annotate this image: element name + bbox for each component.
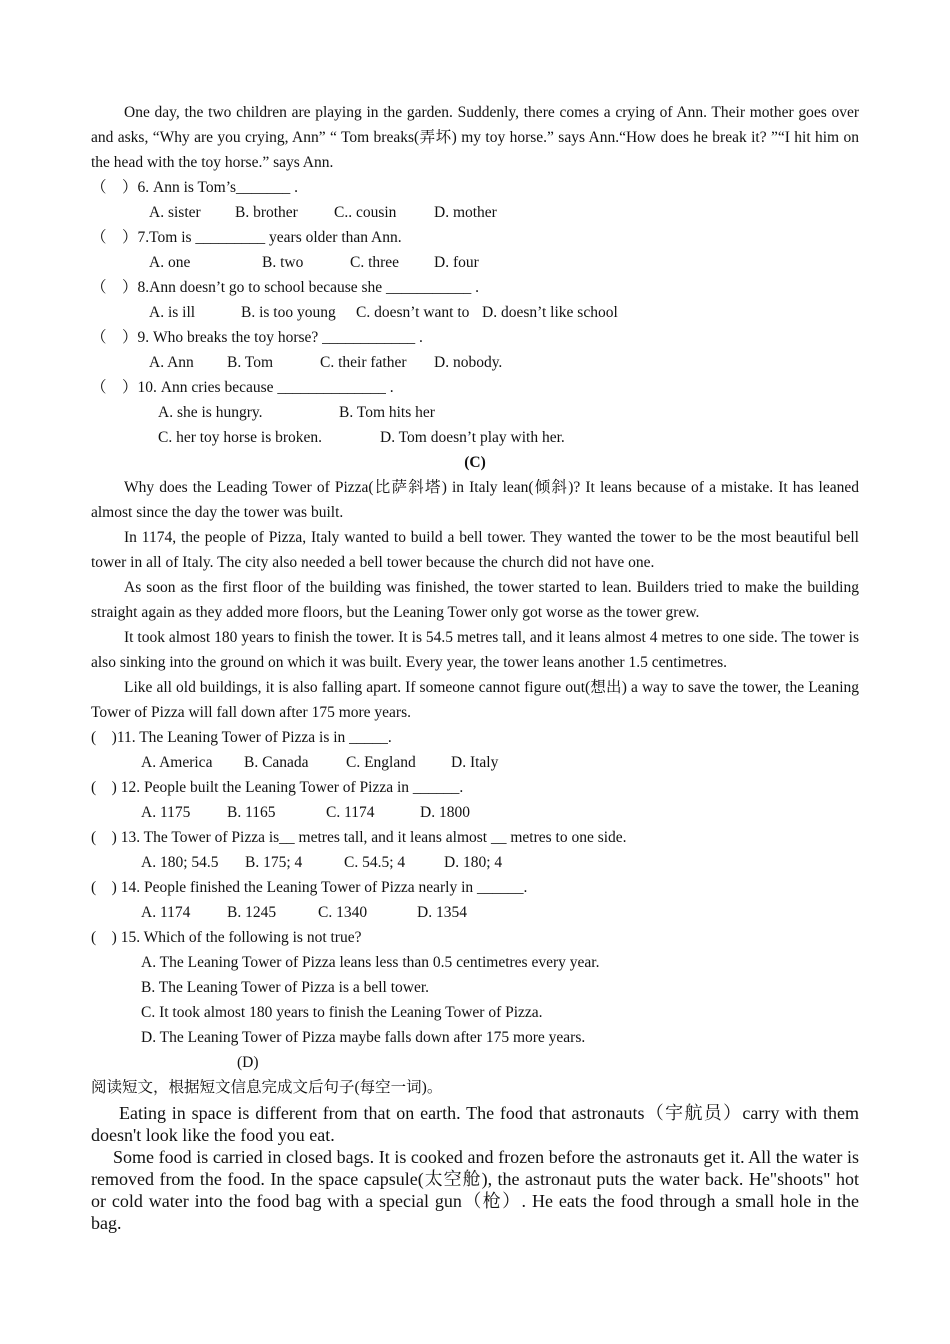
section-d-label: (D) bbox=[237, 1054, 259, 1071]
question-10-options-row1 bbox=[91, 400, 859, 425]
option: D. 1800 bbox=[420, 804, 470, 821]
option: B. Tom hits her bbox=[339, 404, 435, 421]
option: C. 1340 bbox=[318, 904, 368, 921]
question-12-stem: ( ) 12. People built the Leaning Tower of Pizza in ______. bbox=[91, 779, 464, 796]
question-12-options bbox=[91, 800, 859, 825]
option: D. The Leaning Tower of Pizza maybe falls down after 175 more years. bbox=[141, 1029, 586, 1046]
question-14-options bbox=[91, 900, 859, 925]
option: D. Tom doesn’t play with her. bbox=[380, 429, 565, 446]
option: D. 180; 4 bbox=[444, 854, 503, 871]
section-d-paragraph: Some food is carried in closed bags. It is cooked and frozen before the astronauts get it. All the water is removed from the food. In the space capsule(太空舱), the astronaut puts the water back. He"shoots" hot or cold water into the food bag with a special gun（枪）. He eats the food through a small hole in the bag. bbox=[91, 1147, 859, 1233]
option: B. 1245 bbox=[227, 904, 277, 921]
option: B. Tom bbox=[227, 354, 274, 371]
option: C. their father bbox=[320, 354, 407, 371]
question-9-options bbox=[91, 350, 859, 375]
question-6-options bbox=[91, 200, 859, 225]
option: B. 175; 4 bbox=[245, 854, 303, 871]
option: C. doesn’t want to bbox=[356, 304, 470, 321]
option: B. Canada bbox=[244, 754, 309, 771]
option: C. England bbox=[346, 754, 416, 771]
option: A. 1174 bbox=[141, 904, 191, 921]
passage-b-paragraph: One day, the two children are playing in the garden. Suddenly, there comes a crying of Ann. Their mother goes over and asks, “Why are you crying, Ann” “ Tom breaks(弄坏) my toy horse.” says Ann.“How does he break it? ”“I hit him on the head with the toy horse.” says Ann. bbox=[91, 104, 859, 171]
section-c-paragraph: As soon as the first floor of the building was finished, the tower started to lean. Builders tried to make the building straight again as they added more floors, but the Leaning Tower only got worse as the tower grew. bbox=[91, 579, 859, 621]
worksheet-page bbox=[91, 100, 859, 1234]
question-7-options bbox=[91, 250, 859, 275]
option: A. The Leaning Tower of Pizza leans less than 0.5 centimetres every year. bbox=[141, 954, 600, 971]
question-6-stem: （ ）6. Ann is Tom’s_______ . bbox=[91, 179, 299, 196]
option: B. two bbox=[262, 254, 304, 271]
option: A. 180; 54.5 bbox=[141, 854, 219, 871]
question-13-options bbox=[91, 850, 859, 875]
section-c-paragraph: Like all old buildings, it is also falling apart. If someone cannot figure out(想出) a way to save the tower, the Leaning Tower of Pizza will fall down after 175 more years. bbox=[91, 679, 859, 721]
question-11-options bbox=[91, 750, 859, 775]
option: B. is too young bbox=[241, 304, 336, 321]
option: A. is ill bbox=[149, 304, 196, 321]
option: D. Italy bbox=[451, 754, 499, 771]
option: C. 54.5; 4 bbox=[344, 854, 406, 871]
option: B. brother bbox=[235, 204, 298, 221]
option: A. she is hungry. bbox=[158, 404, 263, 421]
option: C. three bbox=[350, 254, 400, 271]
question-15-stem: ( ) 15. Which of the following is not true? bbox=[91, 929, 362, 946]
question-8-stem: （ ）8.Ann doesn’t go to school because she ___________ . bbox=[91, 279, 480, 296]
option: A. America bbox=[141, 754, 213, 771]
option: D. 1354 bbox=[417, 904, 467, 921]
question-9-stem: （ ）9. Who breaks the toy horse? ____________ . bbox=[91, 329, 423, 346]
question-10-stem: （ ）10. Ann cries because ______________ . bbox=[91, 379, 394, 396]
option: C. 1174 bbox=[326, 804, 375, 821]
question-10-options-row2 bbox=[91, 425, 859, 450]
option: A. one bbox=[149, 254, 191, 271]
section-c-paragraph: In 1174, the people of Pizza, Italy wanted to build a bell tower. They wanted the tower to be the most beautiful bell tower in all of Italy. The city also needed a bell tower because the church did not have one. bbox=[91, 529, 859, 571]
question-8-options bbox=[91, 300, 859, 325]
option: D. four bbox=[434, 254, 479, 271]
option: A. Ann bbox=[149, 354, 194, 371]
option: A. 1175 bbox=[141, 804, 191, 821]
section-c-label: (C) bbox=[464, 454, 486, 471]
section-c-paragraph: It took almost 180 years to finish the tower. It is 54.5 metres tall, and it leans almost 4 metres to one side. The tower is also sinking into the ground on which it was built. Every year, the tower leans another 1.5 centimetres. bbox=[91, 629, 859, 671]
option: B. 1165 bbox=[227, 804, 276, 821]
option: B. The Leaning Tower of Pizza is a bell tower. bbox=[141, 979, 430, 996]
option: C.. cousin bbox=[334, 204, 397, 221]
question-11-stem: ( )11. The Leaning Tower of Pizza is in _____. bbox=[91, 729, 392, 746]
option: A. sister bbox=[149, 204, 201, 221]
question-7-stem: （ ）7.Tom is _________ years older than Ann. bbox=[91, 229, 402, 246]
question-13-stem: ( ) 13. The Tower of Pizza is__ metres tall, and it leans almost __ metres to one side. bbox=[91, 829, 627, 846]
option: D. mother bbox=[434, 204, 497, 221]
section-d-instruction: 阅读短文，根据短文信息完成文后句子(每空一词)。 bbox=[91, 1079, 443, 1096]
option: C. her toy horse is broken. bbox=[158, 429, 323, 446]
question-14-stem: ( ) 14. People finished the Leaning Tower of Pizza nearly in ______. bbox=[91, 879, 528, 896]
section-c-paragraph: Why does the Leading Tower of Pizza(比萨斜塔) in Italy lean(倾斜)? It leans because of a mistake. It has leaned almost since the day the tower was built. bbox=[91, 479, 859, 521]
section-d-paragraph: Eating in space is different from that on earth. The food that astronauts（宇航员）carry with them doesn't look like the food you eat. bbox=[91, 1103, 859, 1145]
option: D. doesn’t like school bbox=[482, 304, 618, 321]
option: D. nobody. bbox=[434, 354, 503, 371]
option: C. It took almost 180 years to finish the Leaning Tower of Pizza. bbox=[141, 1004, 543, 1021]
